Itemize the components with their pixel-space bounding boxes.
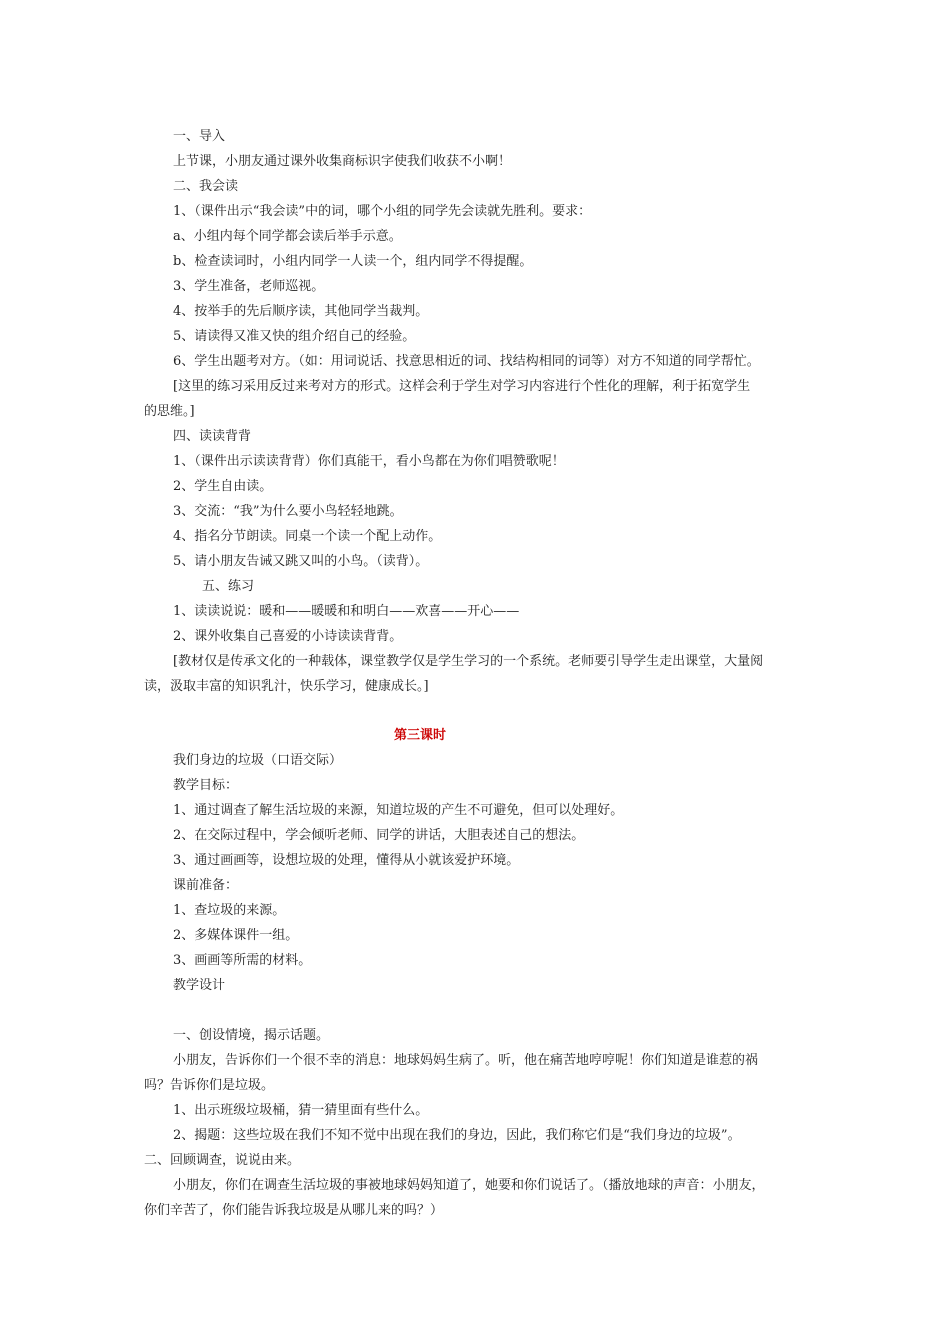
list-item: 3、学生准备，老师巡视。 [173, 279, 325, 294]
paragraph: 上节课，小朋友通过课外收集商标识字使我们收获不小啊！ [173, 154, 512, 169]
heading-design: 教学设计 [173, 978, 226, 993]
list-item: 5、请小朋友告诫又跳又叫的小鸟。（读背）。 [173, 554, 429, 569]
list-item: 1、（课件出示读读背背）你们真能干，看小鸟都在为你们唱赞歌呢！ [173, 454, 565, 469]
list-item: 3、画画等所需的材料。 [173, 953, 312, 968]
section-title: 第三课时 [393, 728, 446, 743]
list-item: 5、请读得又准又快的组介绍自己的经验。 [173, 329, 416, 344]
list-item: 2、多媒体课件一组。 [173, 928, 299, 943]
note-paragraph: [教材仅是传承文化的一种载体，课堂教学仅是学生学习的一个系统。老师要引导学生走出课堂，大量阅 [173, 654, 764, 669]
lesson-title: 我们身边的垃圾（口语交际） [173, 753, 343, 768]
list-item: 2、在交际过程中，学会倾听老师、同学的讲话，大胆表述自己的想法。 [173, 828, 585, 843]
list-item: 3、交流：“我”为什么要小鸟轻轻地跳。 [173, 504, 403, 519]
list-item: 1、读读说说：暖和——暖暖和和明白——欢喜——开心—— [173, 604, 520, 619]
list-item: 4、指名分节朗读。同桌一个读一个配上动作。 [173, 529, 442, 544]
heading-practice: 五、练习 [202, 579, 255, 594]
list-item: b、检查读词时，小组内同学一人读一个，组内同学不得提醒。 [173, 254, 533, 269]
list-item: a、小组内每个同学都会读后举手示意。 [173, 229, 402, 244]
list-item: 6、学生出题考对方。（如：用词说话、找意思相近的词、找结构相同的词等）对方不知道的同学帮忙。 [173, 354, 760, 369]
note-paragraph-cont: 读，汲取丰富的知识乳汁，快乐学习，健康成长。] [144, 679, 429, 694]
paragraph: 小朋友，你们在调查生活垃圾的事被地球妈妈知道了，她要和你们说话了。（播放地球的声音：小朋友， [173, 1178, 765, 1193]
note-paragraph-cont: 的思维。] [144, 404, 195, 419]
list-item: 2、学生自由读。 [173, 479, 273, 494]
list-item: 3、通过画画等，设想垃圾的处理，懂得从小就该爱护环境。 [173, 853, 520, 868]
note-paragraph: [这里的练习采用反过来考对方的形式。这样会利于学生对学习内容进行个性化的理解，利于拓宽学生 [173, 379, 751, 394]
list-item: 1、出示班级垃圾桶，猜一猜里面有些什么。 [173, 1103, 429, 1118]
list-item: 2、揭题：这些垃圾在我们不知不觉中出现在我们的身边，因此，我们称它们是“我们身边的垃圾”。 [173, 1128, 741, 1143]
list-item: 4、按举手的先后顺序读，其他同学当裁判。 [173, 304, 429, 319]
heading-scenario: 一、创设情境，揭示话题。 [173, 1028, 330, 1043]
heading-review: 二、回顾调查，说说由来。 [144, 1153, 301, 1168]
paragraph-cont: 吗？告诉你们是垃圾。 [144, 1078, 275, 1093]
heading-prep: 课前准备： [173, 878, 239, 893]
heading-intro: 一、导入 [173, 129, 226, 144]
heading-goals: 教学目标： [173, 778, 239, 793]
list-item: 1、（课件出示“我会读”中的词，哪个小组的同学先会读就先胜利。要求： [173, 204, 592, 219]
paragraph: 小朋友，告诉你们一个很不幸的消息：地球妈妈生病了。听，他在痛苦地哼哼呢！你们知道是谁惹的祸 [173, 1053, 759, 1068]
list-item: 1、查垃圾的来源。 [173, 903, 286, 918]
paragraph-cont: 你们辛苦了，你们能告诉我垃圾是从哪儿来的吗？） [144, 1203, 444, 1218]
list-item: 2、课外收集自己喜爱的小诗读读背背。 [173, 629, 403, 644]
heading-read: 二、我会读 [173, 179, 239, 194]
heading-recite: 四、读读背背 [173, 429, 252, 444]
list-item: 1、通过调查了解生活垃圾的来源，知道垃圾的产生不可避免，但可以处理好。 [173, 803, 624, 818]
